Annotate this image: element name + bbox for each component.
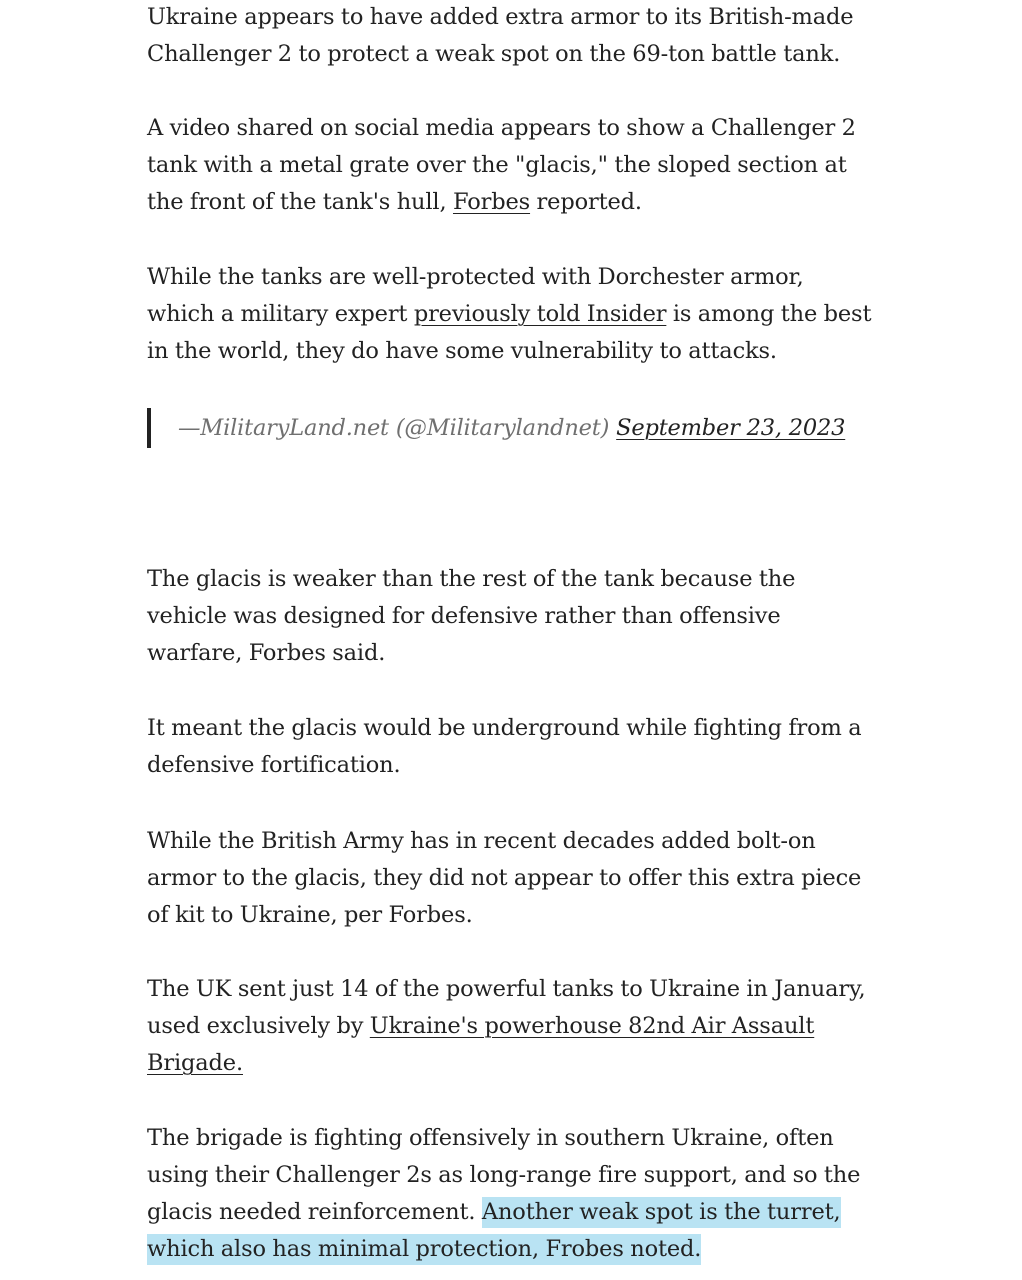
paragraph-text: While the tanks are well-protected with Dorchester armor, which a military expert — [147, 264, 804, 327]
forbes-link[interactable]: Forbes — [452, 189, 531, 215]
paragraph-british-army — [147, 823, 877, 934]
highlighted-selection[interactable]: Another weak spot is the turret, which also has minimal protection, Frobes noted. — [147, 1197, 841, 1265]
previously-told-insider-link[interactable]: previously told Insider — [413, 301, 667, 327]
paragraph-uk-sent — [147, 971, 877, 1082]
paragraph-text: A video shared on social media appears to show a Challenger 2 tank with a metal grate over the "glacis," the sloped section at the front of the tank's hull, — [147, 115, 856, 215]
82nd-brigade-link[interactable]: Ukraine's powerhouse 82nd Air Assault Brigade. — [147, 1013, 815, 1076]
paragraph-text: reported. — [530, 189, 642, 215]
paragraph-text: While the British Army has in recent decades added bolt-on armor to the glacis, they did not appear to offer this extra piece of kit to Ukraine, per Forbes. — [147, 828, 862, 928]
paragraph-text: is among the best in the world, they do have some vulnerability to attacks. — [147, 301, 872, 364]
tweet-date-link[interactable]: September 23, 2023 — [616, 415, 846, 441]
tweet-attribution: —MilitaryLand.net (@Militarylandnet) — [178, 415, 610, 441]
paragraph-text: The glacis is weaker than the rest of the tank because the vehicle was designed for defensive rather than offensive warfare, Forbes said. — [147, 566, 796, 666]
paragraph-text: It meant the glacis would be underground while fighting from a defensive fortification. — [147, 715, 862, 778]
embedded-tweet-quote — [147, 408, 845, 448]
paragraph-armor — [147, 259, 877, 370]
paragraph-video — [147, 110, 877, 221]
paragraph-intro — [147, 0, 877, 73]
paragraph-text: The brigade is fighting offensively in southern Ukraine, often using their Challenger 2s as long-range fire support, and so the glacis needed reinforcement. — [147, 1125, 861, 1225]
paragraph-text: The UK sent just 14 of the powerful tanks to Ukraine in January, used exclusively by — [147, 976, 866, 1039]
paragraph-underground — [147, 710, 877, 784]
paragraph-text: Ukraine appears to have added extra armor to its British-made Challenger 2 to protect a weak spot on the 69-ton battle tank. — [147, 4, 854, 67]
paragraph-glacis-weaker — [147, 561, 877, 672]
paragraph-brigade — [147, 1120, 877, 1268]
